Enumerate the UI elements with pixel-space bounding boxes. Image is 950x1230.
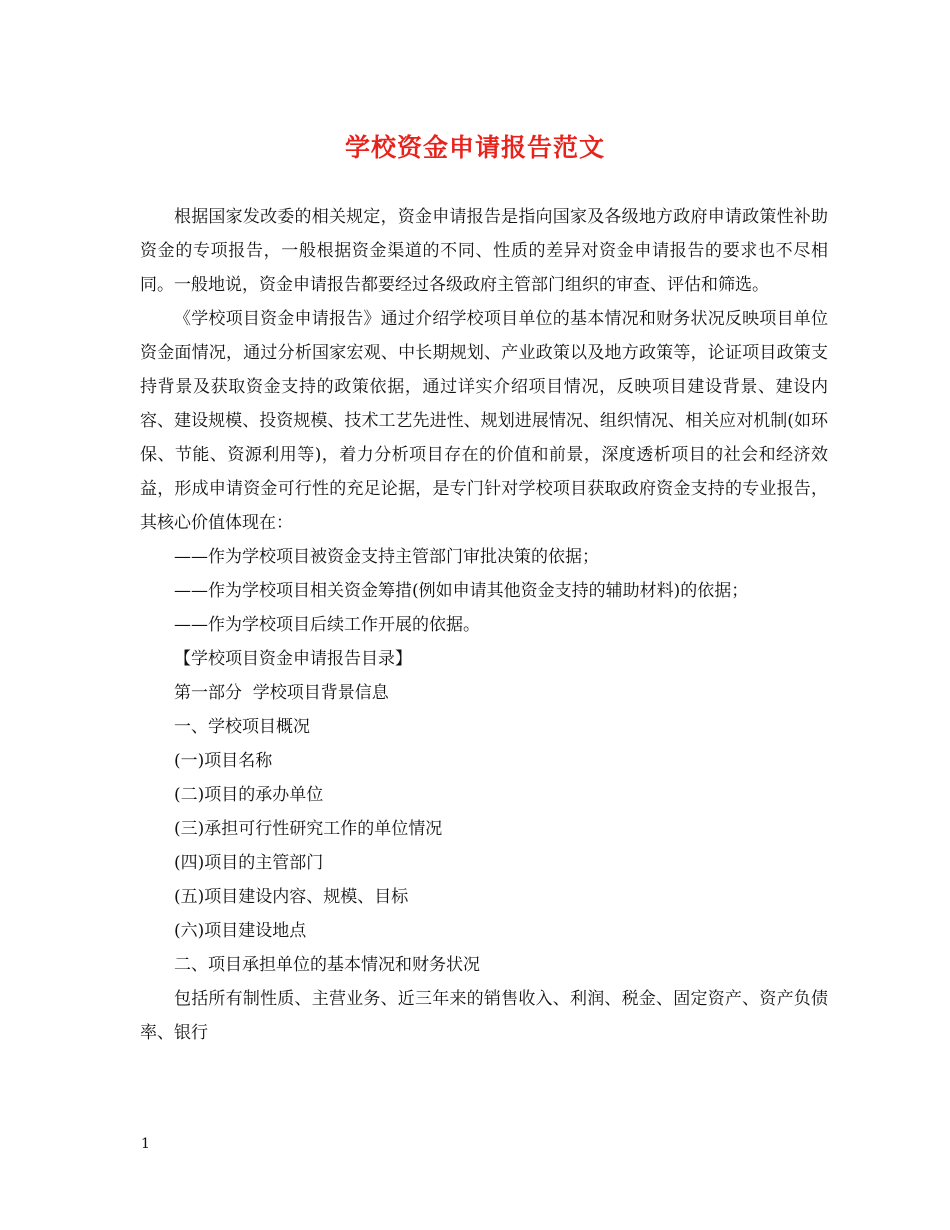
paragraph-report-purpose: 《学校项目资金申请报告》通过介绍学校项目单位的基本情况和财务状况反映项目单位资金面情况，通过分析国家宏观、中长期规划、产业政策以及地方政策等，论证项目政策支持背景及获取资金支持的政策依据，通过详实介绍项目情况，反映项目建设背景、建设内容、建设规模、投资规模、技术工艺先进性、规划进展情况、组织情况、相关应对机制(如环保、节能、资源利用等)，着力分析项目存在的价值和前景，深度透析项目的社会和经济效益，形成申请资金可行性的充足论据，是专门针对学校项目获取政府资金支持的专业报告，其核心价值体现在： [140, 309, 828, 533]
toc-item-5: (五)项目建设内容、规模、目标 [174, 887, 409, 907]
toc-item-1: (一)项目名称 [174, 751, 273, 771]
paragraph-intro: 根据国家发改委的相关规定，资金申请报告是指向国家及各级地方政府申请政策性补助资金的专项报告，一般根据资金渠道的不同、性质的差异对资金申请报告的要求也不尽相同。一般地说，资金申请报告都要经过各级政府主管部门组织的审查、评估和筛选。 [140, 207, 828, 295]
toc-item-4: (四)项目的主管部门 [174, 853, 324, 873]
paragraph-value-2: ——作为学校项目相关资金筹措(例如申请其他资金支持的辅助材料)的依据； [174, 581, 749, 601]
paragraph-section-2-body: 包括所有制性质、主营业务、近三年来的销售收入、利润、税金、固定资产、资产负债率、银行 [140, 989, 828, 1043]
page-number: 1 [141, 1136, 150, 1152]
toc-item-2: (二)项目的承办单位 [174, 785, 324, 805]
toc-heading: 【学校项目资金申请报告目录】 [174, 649, 412, 669]
toc-section-2: 二、项目承担单位的基本情况和财务状况 [174, 955, 480, 975]
paragraph-value-3: ——作为学校项目后续工作开展的依据。 [174, 615, 480, 635]
toc-item-6: (六)项目建设地点 [174, 921, 307, 941]
document-body [140, 200, 828, 1050]
toc-section-1: 一、学校项目概况 [174, 717, 310, 737]
toc-part-1: 第一部分 学校项目背景信息 [174, 683, 389, 703]
paragraph-value-1: ——作为学校项目被资金支持主管部门审批决策的依据； [174, 547, 599, 567]
toc-item-3: (三)承担可行性研究工作的单位情况 [174, 819, 443, 839]
document-title: 学校资金申请报告范文 [344, 133, 605, 162]
